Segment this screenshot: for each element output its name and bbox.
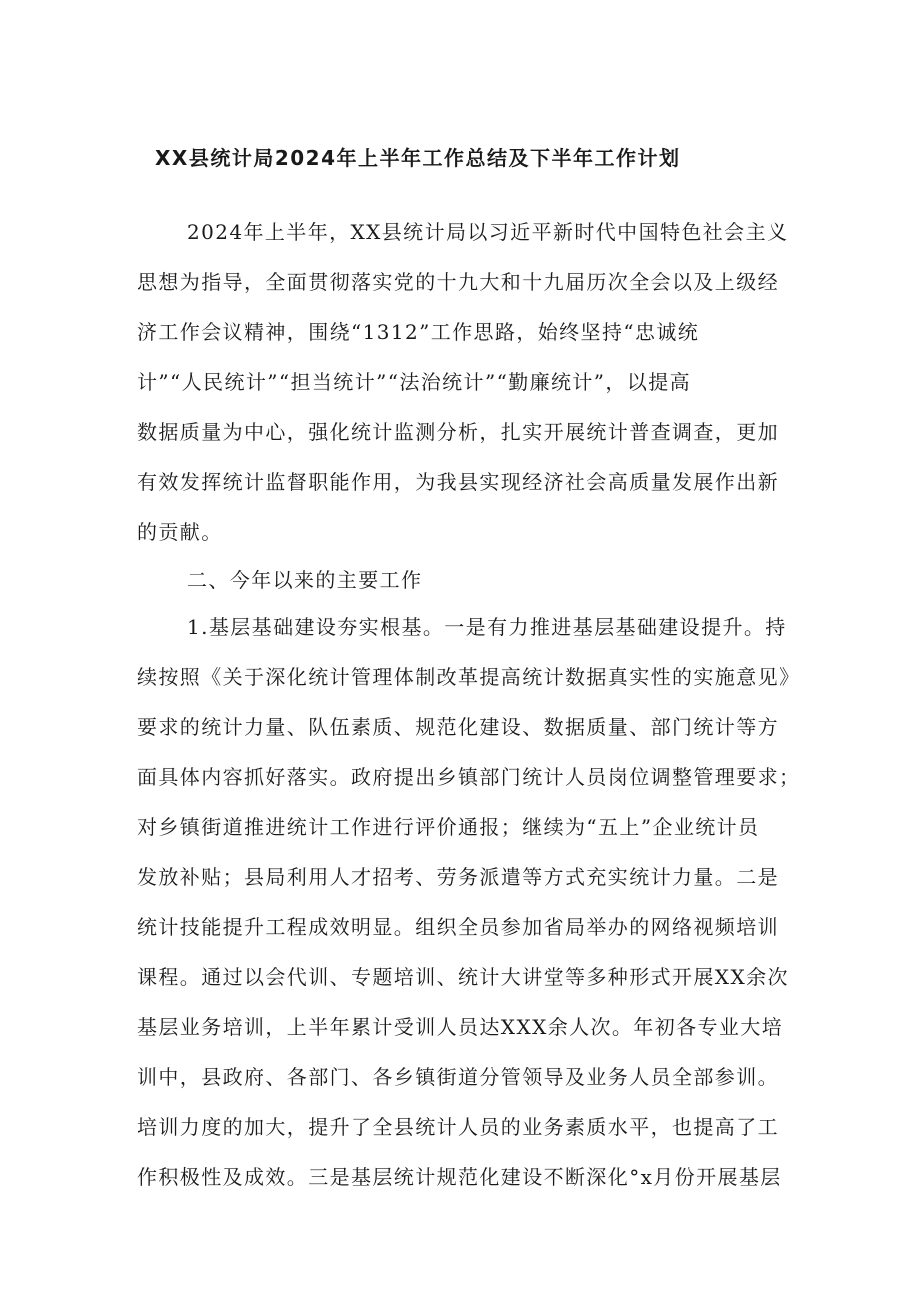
body-line: 续按照《关于深化统计管理体制改革提高统计数据真实性的实施意见》 <box>137 665 801 689</box>
body-line: 训中，县政府、各部门、各乡镇街道分管领导及业务人员全部参训。 <box>137 1065 779 1089</box>
body-line: 对乡镇街道推进统计工作进行评价通报；继续为“五上”企业统计员 <box>137 815 760 839</box>
intro-line: 的贡献。 <box>137 520 223 544</box>
body-line: 统计技能提升工程成效明显。组织全员参加省局举办的网络视频培训 <box>137 915 779 939</box>
intro-line: 济工作会议精神，围绕“1312”工作思路，始终坚持“忠诚统 <box>137 320 700 344</box>
intro-line: 数据质量为中心，强化统计监测分析，扎实开展统计普查调查，更加 <box>137 420 779 444</box>
body-line: 作积极性及成效。三是基层统计规范化建设不断深化°x月份开展基层 <box>137 1165 782 1189</box>
body-line: 1.基层基础建设夯实根基。一是有力推进基层基础建设提升。持 <box>187 615 787 639</box>
intro-line: 2024年上半年，XX县统计局以习近平新时代中国特色社会主义 <box>187 220 789 244</box>
body-line: 培训力度的加大，提升了全县统计人员的业务素质水平，也提高了工 <box>137 1115 779 1139</box>
document-title: XX县统计局2024年上半年工作总结及下半年工作计划 <box>155 146 681 170</box>
body-line: 要求的统计力量、队伍素质、规范化建设、数据质量、部门统计等方 <box>137 715 779 739</box>
body-line: 基层业务培训，上半年累计受训人员达XXX余人次。年初各专业大培 <box>137 1015 784 1039</box>
section-heading: 二、今年以来的主要工作 <box>187 568 423 592</box>
intro-line: 有效发挥统计监督职能作用，为我县实现经济社会高质量发展作出新 <box>137 470 779 494</box>
body-line: 面具体内容抓好落实。政府提出乡镇部门统计人员岗位调整管理要求； <box>137 765 801 789</box>
intro-line: 思想为指导，全面贯彻落实党的十九大和十九届历次全会以及上级经 <box>137 270 779 294</box>
body-line: 课程。通过以会代训、专题培训、统计大讲堂等多种形式开展XX余次 <box>137 965 789 989</box>
intro-line: 计”“人民统计”“担当统计”“法治统计”“勤廉统计”，以提高 <box>137 370 692 394</box>
body-line: 发放补贴；县局利用人才招考、劳务派遣等方式充实统计力量。二是 <box>137 865 779 889</box>
